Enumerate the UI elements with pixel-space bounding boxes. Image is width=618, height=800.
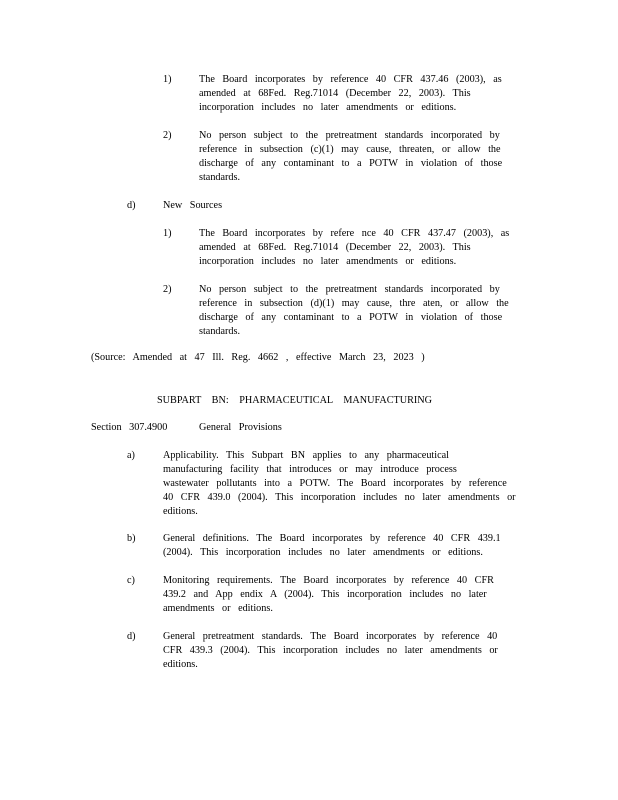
paragraph-line: Applicability. This Subpart BN applies to any pharmaceutical	[163, 450, 449, 461]
paragraph-line: standards.	[199, 326, 241, 337]
paragraph-line: editions.	[163, 659, 198, 670]
paragraph-line: reference in subsection (c)(1) may cause, threaten, or allow the	[199, 144, 501, 155]
paragraph-line: The Board incorporates by refere nce 40 CFR 437.47 (2003), as	[199, 228, 510, 239]
paragraph-line: standards.	[199, 172, 241, 183]
item-marker: c)	[127, 575, 135, 586]
paragraph-line: (2004). This incorporation includes no later amendments or editions.	[163, 547, 483, 558]
paragraph-line: wastewater pollutants into a POTW. The Board incorporates by reference	[163, 478, 507, 489]
paragraph-line: amended at 68Fed. Reg.71014 (December 22, 2003). This	[199, 242, 471, 253]
paragraph-line: No person subject to the pretreatment standards incorporated by	[199, 130, 500, 141]
paragraph-line: incorporation includes no later amendments or editions.	[199, 102, 457, 113]
section-title: General Provisions	[199, 422, 282, 433]
item-marker: d)	[127, 200, 136, 211]
source-note: (Source: Amended at 47 Ill. Reg. 4662 , effective March 23, 2023 )	[91, 352, 425, 363]
subpart-heading: SUBPART BN: PHARMACEUTICAL MANUFACTURING	[157, 395, 432, 406]
item-marker: 2)	[163, 130, 172, 141]
item-marker: d)	[127, 631, 136, 642]
paragraph-line: discharge of any contaminant to a POTW in violation of those	[199, 312, 503, 323]
paragraph-line: manufacturing facility that introduces or may introduce process	[163, 464, 457, 475]
item-marker: b)	[127, 533, 136, 544]
item-marker: a)	[127, 450, 135, 461]
paragraph-line: 40 CFR 439.0 (2004). This incorporation includes no later amendments or	[163, 492, 516, 503]
paragraph-line: discharge of any contaminant to a POTW in violation of those	[199, 158, 503, 169]
paragraph-line: amendments or editions.	[163, 603, 273, 614]
item-marker: 1)	[163, 74, 172, 85]
item-marker: 2)	[163, 284, 172, 295]
paragraph-line: No person subject to the pretreatment standards incorporated by	[199, 284, 500, 295]
paragraph-line: amended at 68Fed. Reg.71014 (December 22, 2003). This	[199, 88, 471, 99]
paragraph-line: CFR 439.3 (2004). This incorporation includes no later amendments or	[163, 645, 498, 656]
paragraph-line: 439.2 and App endix A (2004). This incorporation includes no later	[163, 589, 487, 600]
paragraph-line: General pretreatment standards. The Board incorporates by reference 40	[163, 631, 498, 642]
section-number: Section 307.4900	[91, 422, 168, 433]
paragraph-line: incorporation includes no later amendments or editions.	[199, 256, 457, 267]
paragraph-line: reference in subsection (d)(1) may cause, thre aten, or allow the	[199, 298, 509, 309]
paragraph-line: Monitoring requirements. The Board incorporates by reference 40 CFR	[163, 575, 494, 586]
item-marker: 1)	[163, 228, 172, 239]
paragraph-line: editions.	[163, 506, 198, 517]
paragraph-line: The Board incorporates by reference 40 CFR 437.46 (2003), as	[199, 74, 502, 85]
subsection-title: New Sources	[163, 200, 223, 211]
paragraph-line: General definitions. The Board incorporates by reference 40 CFR 439.1	[163, 533, 501, 544]
